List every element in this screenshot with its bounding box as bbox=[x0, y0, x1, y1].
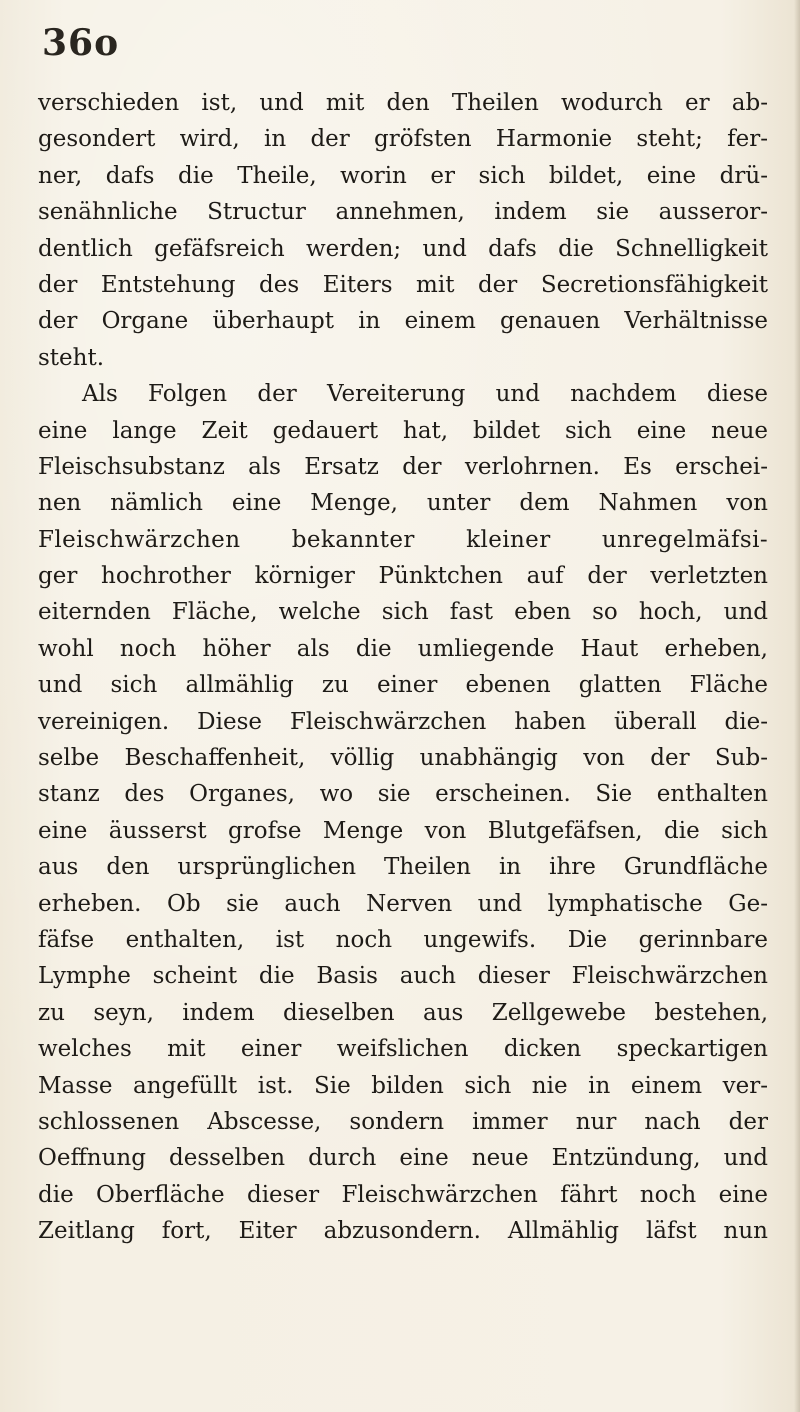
text-line: zu seyn, indem dieselben aus Zellgewebe bestehen, bbox=[38, 999, 768, 1026]
text-line: welches mit einer weifslichen dicken speckartigen bbox=[38, 1036, 768, 1063]
text-line: fäfse enthalten, ist noch ungewifs. Die gerinnbare bbox=[38, 926, 768, 953]
text-line: wohl noch höher als die umliegende Haut erheben, bbox=[38, 635, 768, 662]
paragraph-start-line: Als Folgen der Vereiterung und nachdem diese bbox=[82, 381, 768, 408]
text-line: ger hochrother körniger Pünktchen auf der verletzten bbox=[38, 563, 768, 590]
text-line: selbe Beschaffenheit, völlig unabhängig von der Sub- bbox=[38, 745, 768, 772]
text-line: erheben. Ob sie auch Nerven und lymphatische Ge- bbox=[38, 890, 768, 917]
page-edge-shadow bbox=[794, 0, 800, 1412]
text-line: aus den ursprünglichen Theilen in ihre Grundfläche bbox=[38, 854, 768, 881]
body-text bbox=[38, 85, 768, 1250]
text-line: gesondert wird, in der gröfsten Harmonie steht; fer- bbox=[38, 126, 768, 153]
text-line: ner, dafs die Theile, worin er sich bildet, eine drü- bbox=[38, 162, 768, 189]
text-line: eiternden Fläche, welche sich fast eben so hoch, und bbox=[38, 599, 768, 626]
text-line: und sich allmählig zu einer ebenen glatten Fläche bbox=[38, 672, 768, 699]
text-line: vereinigen. Diese Fleischwärzchen haben überall die- bbox=[38, 708, 768, 735]
text-line: der Organe überhaupt in einem genauen Verhältnisse bbox=[38, 308, 768, 335]
text-line: Zeitlang fort, Eiter abzusondern. Allmählig läfst nun bbox=[38, 1218, 768, 1245]
text-line: eine lange Zeit gedauert hat, bildet sich eine neue bbox=[38, 417, 768, 444]
text-line: senähnliche Structur annehmen, indem sie ausseror- bbox=[38, 199, 768, 226]
text-line: Oeffnung desselben durch eine neue Entzündung, und bbox=[38, 1145, 768, 1172]
text-line: verschieden ist, und mit den Theilen wodurch er ab- bbox=[38, 90, 768, 116]
text-line: nen nämlich eine Menge, unter dem Nahmen von bbox=[38, 490, 768, 517]
text-line: Fleischwärzchen bekannter kleiner unregelmäfsi- bbox=[38, 526, 768, 553]
text-line: der Entstehung des Eiters mit der Secretionsfähigkeit bbox=[38, 271, 768, 298]
text-line: dentlich gefäfsreich werden; und dafs die Schnelligkeit bbox=[38, 235, 768, 262]
text-line: Masse angefüllt ist. Sie bilden sich nie in einem ver- bbox=[38, 1072, 768, 1099]
text-line: eine äusserst grofse Menge von Blutgefäfsen, die sich bbox=[38, 817, 768, 844]
text-line: Lymphe scheint die Basis auch dieser Fleischwärzchen bbox=[38, 963, 768, 990]
text-line: steht. bbox=[38, 344, 105, 371]
text-line: schlossenen Abscesse, sondern immer nur nach der bbox=[38, 1108, 768, 1135]
text-line: Fleischsubstanz als Ersatz der verlohrnen. Es erschei- bbox=[38, 453, 768, 480]
text-line: stanz des Organes, wo sie erscheinen. Sie enthalten bbox=[38, 781, 768, 808]
page-number: 36o bbox=[42, 22, 120, 64]
text-line: die Oberfläche dieser Fleischwärzchen fährt noch eine bbox=[38, 1181, 768, 1208]
